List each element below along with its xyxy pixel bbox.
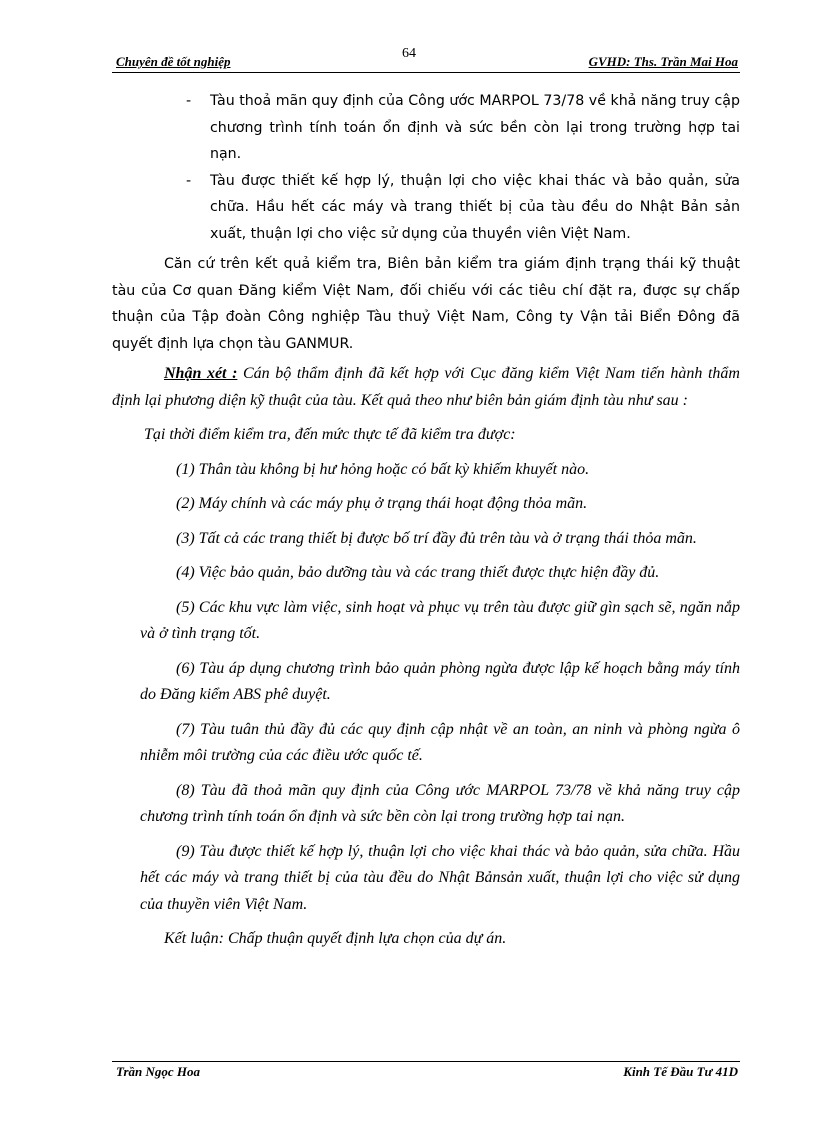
footer-class: Kinh Tế Đầu Tư 41D (623, 1064, 738, 1079)
page-number: 64 (402, 46, 416, 61)
inspection-item: (4) Việc bảo quản, bảo dưỡng tàu và các trang thiết được thực hiện đầy đủ. (176, 564, 660, 581)
inspection-item: (3) Tất cả các trang thiết bị được bố trí đầy đủ trên tàu và ở trạng thái thỏa mãn. (176, 529, 697, 547)
conclusion: Kết luận: Chấp thuận quyết định lựa chọn của dự án. (164, 930, 507, 947)
inspection-intro: Tại thời điểm kiểm tra, đến mức thực tế đã kiểm tra được: (144, 426, 516, 443)
page-body (112, 88, 740, 953)
inspection-item: (1) Thân tàu không bị hư hỏng hoặc có bất kỳ khiếm khuyết nào. (176, 460, 590, 478)
bullet-text: Tàu được thiết kế hợp lý, thuận lợi cho việc khai thác và bảo quản, sửa chữa. Hầu hết các máy và trang thiết bị của tàu đều do Nhật Bản sản xuất, thuận lợi cho việc sử dụng của thuyền viên Việt Nam. (210, 172, 740, 242)
inspection-item: (5) Các khu vực làm việc, sinh hoạt và phục vụ trên tàu được giữ gìn sạch sẽ, ngăn nắp và ở tình trạng tốt. (140, 598, 740, 642)
bullet-text: Tàu thoả mãn quy định của Công ước MARPOL 73/78 về khả năng truy cập chương trình tính toán ổn định và sức bền còn lại trong trường hợp tai nạn. (210, 93, 740, 162)
bullet-item (112, 88, 740, 168)
bullet-dash: - (186, 172, 192, 189)
body-paragraph: Căn cứ trên kết quả kiểm tra, Biên bản kiểm tra giám định trạng thái kỹ thuật tàu của Cơ quan Đăng kiểm Việt Nam, đối chiếu với các tiêu chí đặt ra, được sự chấp thuận của Tập đoàn Công nghiệp Tàu thuỷ Việt Nam, Công ty Vận tải Biển Đông đã quyết định lựa chọn tàu GANMUR. (112, 256, 740, 352)
inspection-item: (8) Tàu đã thoả mãn quy định của Công ước MARPOL 73/78 về khả năng truy cập chương trình tính toán ổn định và sức bền còn lại trong trường hợp tai nạn. (140, 781, 740, 825)
page-header (112, 46, 740, 73)
page-footer (112, 1061, 740, 1082)
bullet-item (112, 168, 740, 248)
header-supervisor: GVHD: Ths. Trần Mai Hoa (588, 54, 738, 69)
inspection-item: (7) Tàu tuân thủ đầy đủ các quy định cập nhật về an toàn, an ninh và phòng ngừa ô nhiễm môi trường của các điều ước quốc tế. (140, 720, 740, 764)
inspection-item: (9) Tàu được thiết kế hợp lý, thuận lợi cho việc khai thác và bảo quản, sửa chữa. Hầu hết các máy và trang thiết bị của tàu đều do Nhật Bảnsản xuất, thuận lợi cho việc sử dụng của thuyền viên Việt Nam. (140, 842, 740, 913)
assessment-paragraph (112, 361, 740, 414)
inspection-item: (6) Tàu áp dụng chương trình bảo quản phòng ngừa được lập kế hoạch bằng máy tính do Đăng kiểm ABS phê duyệt. (140, 659, 740, 703)
assessment-text: Cán bộ thẩm định đã kết hợp với Cục đăng kiểm Việt Nam tiến hành thẩm định lại phương diện kỹ thuật của tàu. Kết quả theo như biên bản giám định tàu như sau : (112, 365, 740, 409)
header-title: Chuyên đề tốt nghiệp (116, 54, 231, 69)
bullet-dash: - (186, 93, 192, 109)
inspection-item: (2) Máy chính và các máy phụ ở trạng thái hoạt động thỏa mãn. (176, 495, 588, 512)
footer-author: Trần Ngọc Hoa (116, 1064, 201, 1079)
assessment-label: Nhận xét : (164, 365, 238, 382)
